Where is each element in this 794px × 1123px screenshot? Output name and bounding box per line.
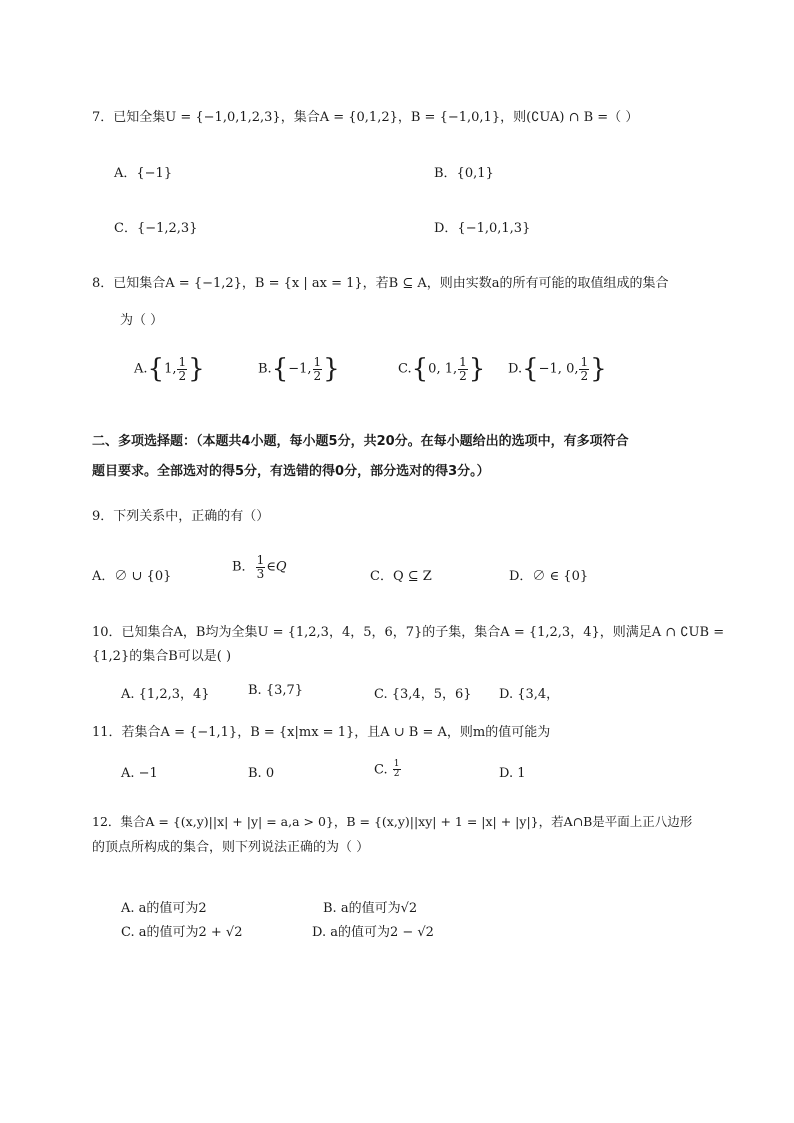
section-2-heading: 二、多项选择题：（本题共4小题，每小题5分，共20分。在每小题给出的选项中，有多项符合 xyxy=(92,434,629,449)
question-12-stem: 12．集合A = {(x,y)||x| + |y| = a,a > 0}，B = {(x,y)||xy| + 1 = |x| + |y|}，若A∩B是平面上正八边形 xyxy=(92,814,693,829)
q8-option-b xyxy=(258,354,340,384)
denominator: 2 xyxy=(459,368,467,383)
q10-option-d: D. {3,4， xyxy=(499,687,560,702)
question-8-stem: 8．已知集合A = {−1,2}，B = {x | ax = 1}，若B ⊆ A，则由实数a的所有可能的取值组成的集合 xyxy=(92,276,669,291)
denominator: 3 xyxy=(256,566,265,581)
q10-option-a: A. {1,2,3，4} xyxy=(121,687,210,702)
right-brace: } xyxy=(323,354,340,384)
numerator: 1 xyxy=(393,759,400,769)
q10-option-b: B. {3,7} xyxy=(248,683,304,698)
q12-option-d: D. a的值可为2 − √2 xyxy=(312,925,434,940)
question-10-stem-cont: {1,2}的集合B可以是( ) xyxy=(92,649,232,664)
q9-option-b-rest: ∈Q xyxy=(266,559,287,575)
q9-option-a: A．∅ ∪ {0} xyxy=(92,569,172,584)
q11-option-d: D. 1 xyxy=(499,766,526,781)
q8-option-c-pre: 0, 1, xyxy=(428,361,458,377)
question-11-stem: 11．若集合A = {−1,1}，B = {x|mx = 1}，且A ∪ B = A，则m的值可能为 xyxy=(92,725,551,740)
q8-option-c-fraction xyxy=(458,356,468,382)
q11-option-a: A. −1 xyxy=(121,766,158,781)
q9-option-b xyxy=(232,554,286,580)
q11-option-c-fraction xyxy=(393,760,401,780)
numerator: 1 xyxy=(580,354,589,369)
numerator: 1 xyxy=(256,553,265,567)
q9-option-b-label: B． xyxy=(232,559,255,575)
denominator: 2 xyxy=(313,368,322,383)
q11-option-c-label: C. xyxy=(374,762,388,778)
q10-option-c: C. {3,4，5，6} xyxy=(374,687,472,702)
left-brace: { xyxy=(147,354,165,384)
section-2-heading-cont: 题目要求。全部选对的得5分，有选错的得0分，部分选对的得3分。） xyxy=(92,464,490,479)
q8-option-a-fraction xyxy=(177,356,187,382)
question-7-stem: 7．已知全集U = {−1,0,1,2,3}，集合A = {0,1,2}，B = {−1,0,1}，则(∁UA) ∩ B =（ ） xyxy=(92,110,639,125)
q7-option-d: D．{−1,0,1,3} xyxy=(434,221,531,236)
q11-option-b: B. 0 xyxy=(248,766,275,781)
q9-option-b-fraction xyxy=(256,554,266,580)
q9-option-c: C．Q ⊆ Z xyxy=(370,569,432,584)
left-brace: { xyxy=(411,354,429,384)
question-8-stem-cont: 为（ ） xyxy=(120,313,164,328)
q8-option-b-label: B. xyxy=(258,361,272,377)
right-brace: } xyxy=(590,354,607,384)
question-9-stem: 9．下列关系中，正确的有（） xyxy=(92,509,270,524)
denominator: 2 xyxy=(178,368,187,383)
q7-option-b: B．{0,1} xyxy=(434,166,494,181)
q11-option-c xyxy=(374,760,402,780)
q8-option-c-label: C. xyxy=(398,361,412,377)
q8-option-c xyxy=(398,354,485,384)
numerator: 1 xyxy=(459,354,467,369)
q8-option-a xyxy=(134,354,205,384)
q7-option-c: C．{−1,2,3} xyxy=(114,221,198,236)
numerator: 1 xyxy=(313,354,322,369)
q8-option-a-label: A. xyxy=(134,361,148,377)
right-brace: } xyxy=(468,354,486,384)
question-12-stem-cont: 的顶点所构成的集合，则下列说法正确的为（ ） xyxy=(92,840,370,855)
q12-option-a: A. a的值可为2 xyxy=(121,901,207,916)
denominator: 2 xyxy=(393,769,400,780)
q8-option-d-label: D. xyxy=(508,361,523,377)
denominator: 2 xyxy=(580,368,589,383)
q8-option-d-fraction xyxy=(579,356,589,382)
q8-option-b-pre: −1, xyxy=(288,361,312,377)
numerator: 1 xyxy=(178,354,187,369)
q8-option-d-pre: −1, 0, xyxy=(538,361,579,377)
right-brace: } xyxy=(188,354,205,384)
left-brace: { xyxy=(271,354,289,384)
q7-option-a: A．{−1} xyxy=(114,166,173,181)
q8-option-a-pre: 1, xyxy=(164,361,177,377)
q12-option-c: C. a的值可为2 + √2 xyxy=(121,925,243,940)
q8-option-d xyxy=(508,354,607,384)
question-10-stem: 10．已知集合A，B均为全集U = {1,2,3，4，5，6，7}的子集，集合A = {1,2,3，4}，则满足A ∩ ∁UB = xyxy=(92,625,725,640)
q8-option-b-fraction xyxy=(313,356,323,382)
q9-option-d: D．∅ ∈ {0} xyxy=(509,569,589,584)
left-brace: { xyxy=(522,354,539,384)
q12-option-b: B. a的值可为√2 xyxy=(323,901,418,916)
